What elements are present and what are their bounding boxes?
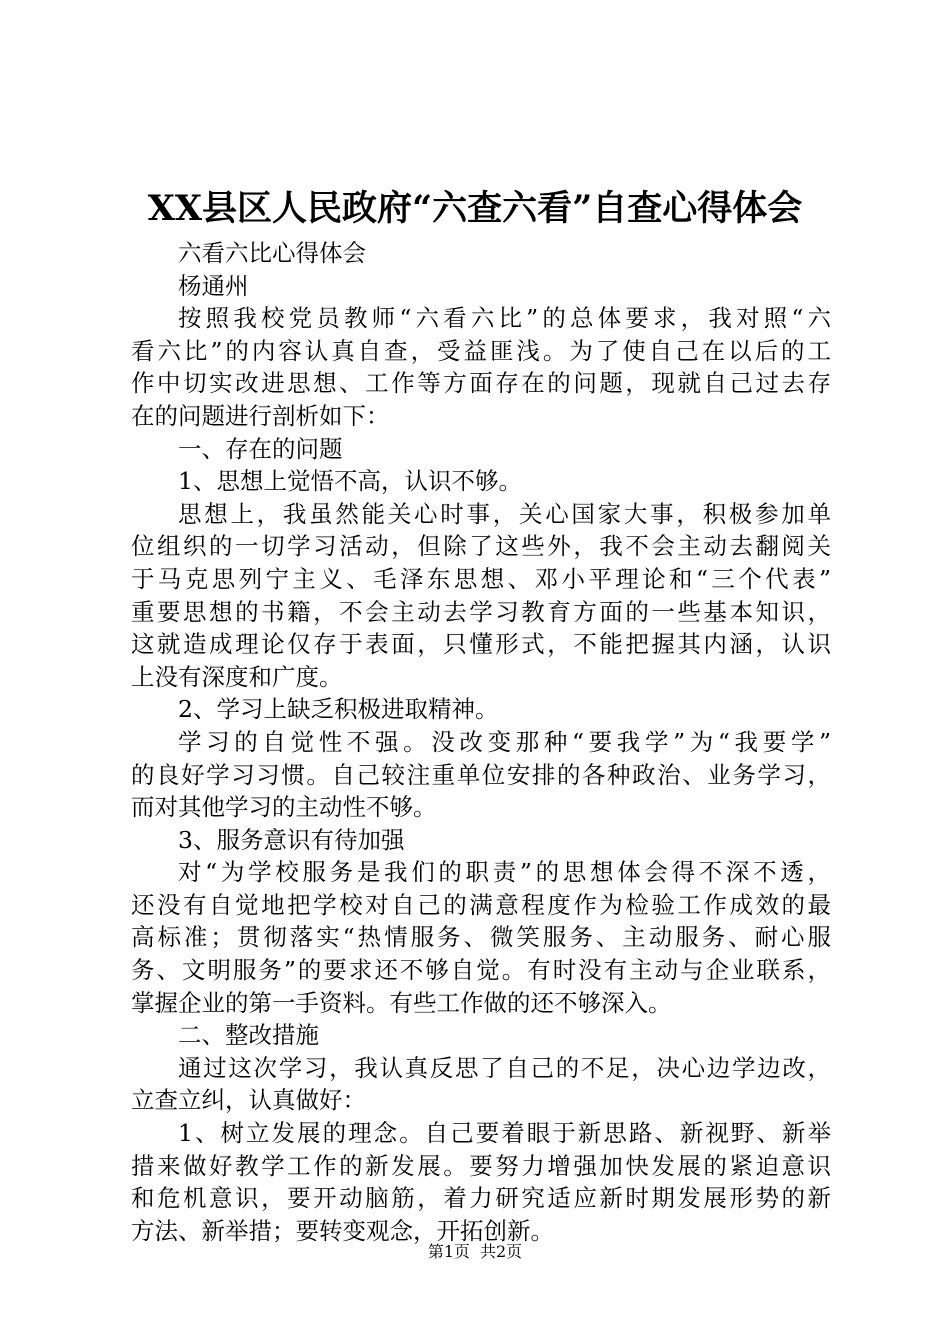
page-number-total: 共2页 (480, 1242, 523, 1261)
text-line: 二、整改措施 (178, 1021, 319, 1050)
page-number-current: 第1页 (427, 1242, 470, 1261)
text-line: 在的问题进行剖析如下： (131, 401, 390, 430)
text-line: 掌握企业的第一手资料。有些工作做的还不够深入。 (131, 988, 672, 1017)
text-line: 3、服务意识有待加强 (178, 825, 405, 854)
document-title: XX县区人民政府“六查六看”自查心得体会 (147, 188, 803, 229)
text-line: 还没有自觉地把学校对自己的满意程度作为检验工作成效的最 (131, 890, 831, 919)
document-body (131, 237, 831, 1247)
text-line: 按照我校党员教师“六看六比”的总体要求，我对照“六 (178, 304, 831, 333)
text-line: 对“为学校服务是我们的职责”的思想体会得不深不透， (178, 858, 831, 887)
text-line: 1、树立发展的理念。自己要着眼于新思路、新视野、新举 (178, 1119, 831, 1148)
text-line: 而对其他学习的主动性不够。 (131, 793, 437, 822)
text-line: 重要思想的书籍，不会主动去学习教育方面的一些基本知识， (131, 597, 831, 626)
text-line: 1、思想上觉悟不高，认识不够。 (178, 467, 522, 496)
page-footer (0, 1240, 950, 1264)
text-line: 措来做好教学工作的新发展。要努力增强加快发展的紧迫意识 (131, 1151, 831, 1180)
text-line: 思想上，我虽然能关心时事，关心国家大事，积极参加单 (178, 499, 831, 528)
text-line: 2、学习上缺乏积极进取精神。 (178, 695, 499, 724)
text-line: 六看六比心得体会 (178, 239, 366, 267)
text-line: 学习的自觉性不强。没改变那种“要我学”为“我要学” (178, 727, 831, 756)
text-line: 的良好学习习惯。自己较注重单位安排的各种政治、业务学习， (131, 760, 831, 789)
text-line: 杨通州 (178, 271, 249, 300)
text-line: 上没有深度和广度。 (131, 662, 343, 691)
text-line: 方法、新举措；要转变观念，开拓创新。 (131, 1216, 554, 1245)
text-line: 高标准；贯彻落实“热情服务、微笑服务、主动服务、耐心服 (131, 923, 831, 952)
text-line: 通过这次学习，我认真反思了自己的不足，决心边学边改， (178, 1053, 831, 1082)
text-line: 位组织的一切学习活动，但除了这些外，我不会主动去翻阅关 (131, 532, 831, 561)
text-line: 务、文明服务”的要求还不够自觉。有时没有主动与企业联系， (131, 956, 831, 985)
text-line: 立查立纠，认真做好： (131, 1086, 366, 1115)
text-line: 这就造成理论仅存于表面，只懂形式，不能把握其内涵，认识 (131, 630, 831, 659)
text-line: 看六比”的内容认真自查，受益匪浅。为了使自己在以后的工 (131, 336, 831, 365)
text-line: 一、存在的问题 (178, 434, 343, 463)
text-line: 作中切实改进思想、工作等方面存在的问题，现就自己过去存 (131, 369, 831, 398)
text-line: 于马克思列宁主义、毛泽东思想、邓小平理论和“三个代表” (131, 564, 831, 593)
text-line: 和危机意识，要开动脑筋，着力研究适应新时期发展形势的新 (131, 1184, 831, 1213)
